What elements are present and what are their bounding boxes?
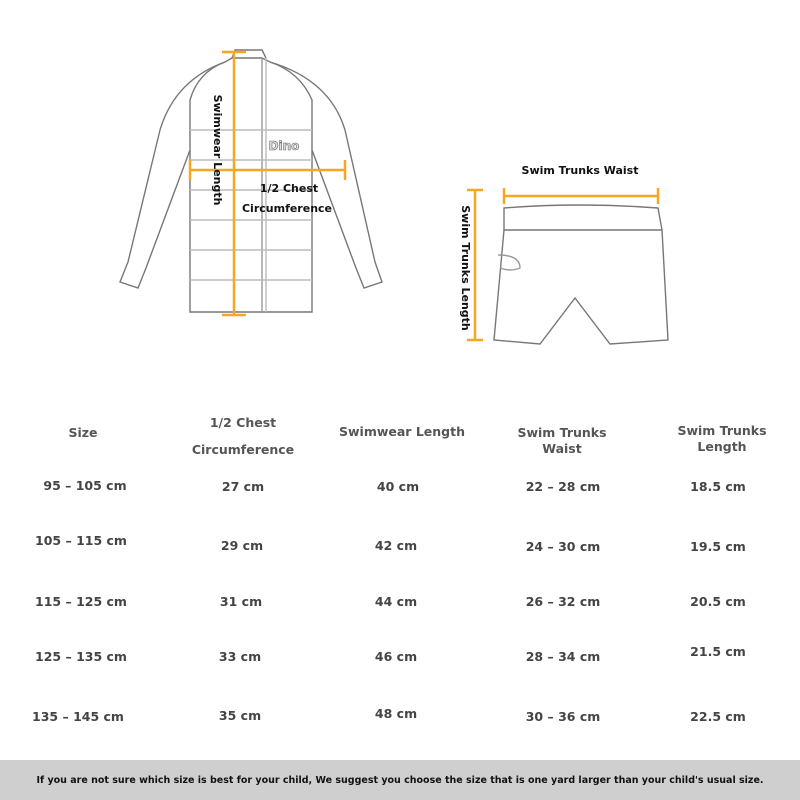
header-trunks-waist: Swim Trunks Waist [517, 425, 607, 456]
swimwear-length-label: Swimwear Length [211, 94, 224, 206]
cell-trunks-length: 20.5 cm [690, 594, 746, 609]
footer-note: If you are not sure which size is best for your child, We suggest you choose the size that is one yard larger than your child's usual size. [36, 774, 764, 786]
cell-half-chest: 33 cm [218, 649, 262, 664]
cell-swimwear-length: 46 cm [374, 649, 418, 664]
cell-trunks-waist: 26 – 32 cm [525, 594, 601, 609]
cell-trunks-length: 19.5 cm [690, 539, 746, 554]
cell-half-chest: 27 cm [221, 479, 265, 494]
swim-trunks-drawing [494, 205, 668, 344]
cell-size: 115 – 125 cm [35, 594, 127, 609]
size-chart-table [0, 395, 800, 760]
cell-swimwear-length: 40 cm [376, 479, 420, 494]
cell-trunks-waist: 30 – 36 cm [525, 709, 601, 724]
header-half-chest: 1/2 Chest Circumference [191, 415, 295, 457]
cell-swimwear-length: 42 cm [374, 538, 418, 553]
footer-note-bar [0, 760, 800, 800]
cell-size: 135 – 145 cm [32, 709, 124, 724]
cell-trunks-waist: 22 – 28 cm [525, 479, 601, 494]
header-size: Size [68, 425, 98, 440]
half-chest-label-line2: Circumference [241, 202, 333, 215]
cell-size: 125 – 135 cm [35, 649, 127, 664]
trunks-length-label: Swim Trunks Length [459, 205, 472, 331]
header-swimwear-length: Swimwear Length [338, 424, 465, 439]
cell-half-chest: 31 cm [219, 594, 263, 609]
cell-trunks-length: 22.5 cm [690, 709, 746, 724]
rash-guard-jacket-drawing [120, 50, 382, 312]
cell-trunks-waist: 24 – 30 cm [525, 539, 601, 554]
trunks-waist-label: Swim Trunks Waist [521, 164, 639, 177]
cell-trunks-length: 21.5 cm [690, 644, 746, 659]
cell-swimwear-length: 44 cm [374, 594, 418, 609]
cell-trunks-length: 18.5 cm [690, 479, 746, 494]
cell-half-chest: 35 cm [218, 708, 262, 723]
header-trunks-length: Swim Trunks Length [677, 423, 767, 454]
cell-trunks-waist: 28 – 34 cm [525, 649, 601, 664]
cell-swimwear-length: 48 cm [374, 706, 418, 721]
jacket-logo-text: Dino [268, 139, 300, 153]
cell-size: 95 – 105 cm [43, 478, 127, 493]
cell-half-chest: 29 cm [220, 538, 264, 553]
half-chest-label-line1: 1/2 Chest [259, 182, 319, 195]
cell-size: 105 – 115 cm [35, 533, 127, 548]
size-illustration [0, 0, 800, 390]
